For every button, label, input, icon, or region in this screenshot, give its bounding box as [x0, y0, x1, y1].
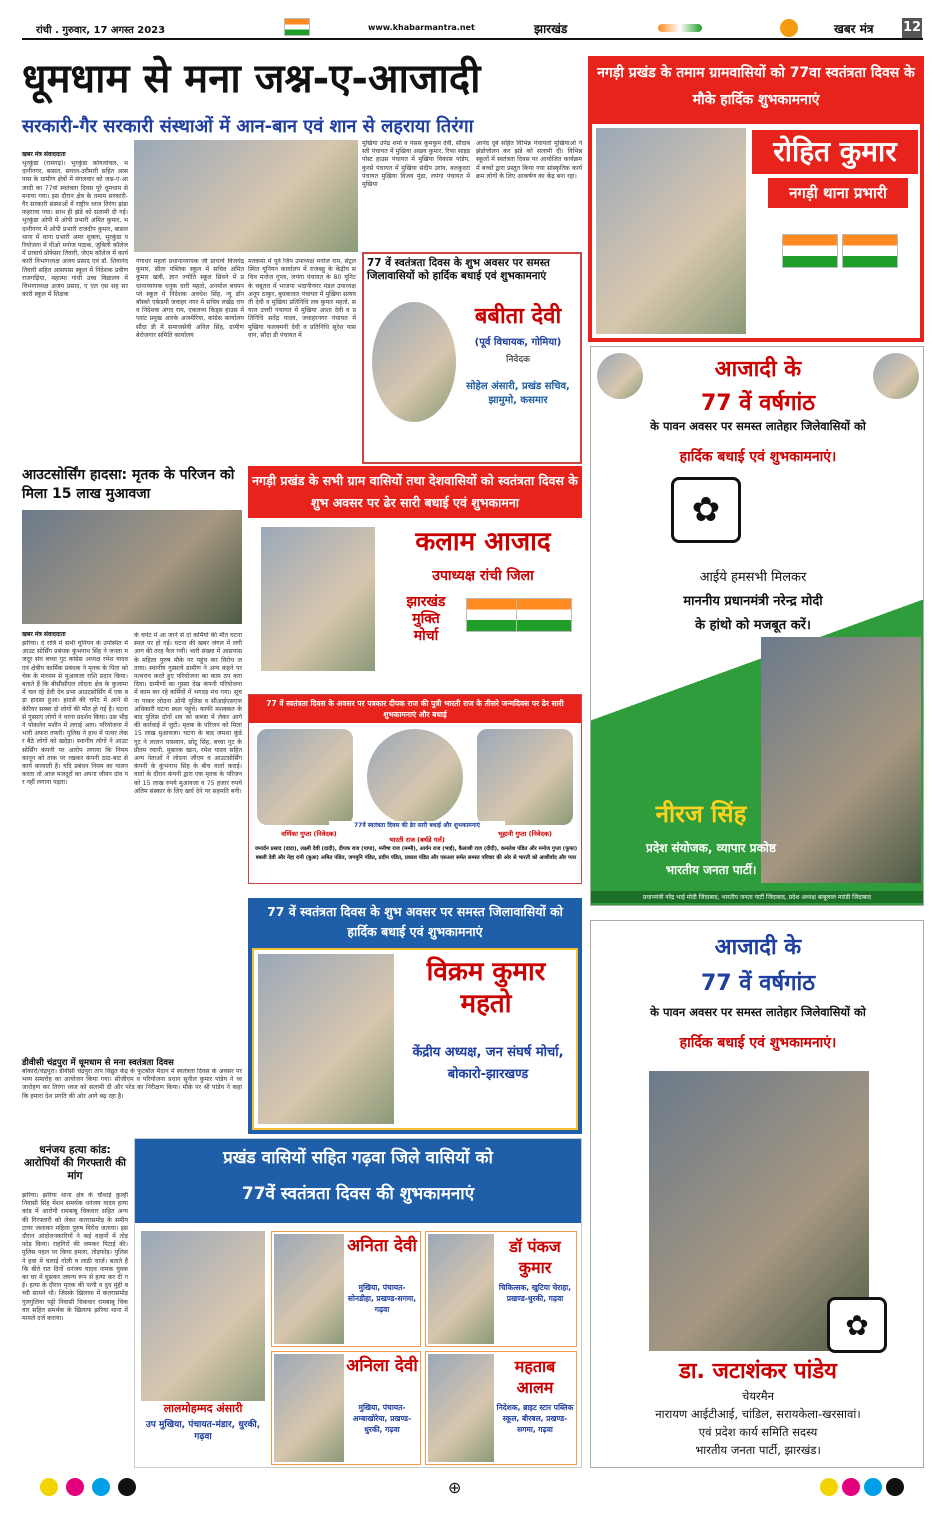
ad-garhwa-anila-photo	[274, 1354, 344, 1462]
ad-garhwa-lal-name: लालमोहम्मद अंसारी	[141, 1401, 265, 1416]
ad-garhwa-pankaj-name: डॉ पंकज कुमार	[509, 1237, 561, 1277]
story2-byline: खबर मंत्र संवाददाता	[22, 631, 66, 638]
ad-jata	[590, 920, 924, 1468]
registration-dot-icon	[842, 1478, 860, 1496]
ad-jata-p2: नारायण आईटीआई, चांडिल, सरायकेला-खरसावां।	[655, 1407, 861, 1421]
header-section: झारखंड	[534, 22, 568, 36]
ad-neeraj-lotus-icon: ✿	[671, 477, 741, 543]
ad-garhwa-card-mahtab	[425, 1351, 577, 1465]
main-byline: खबर मंत्र संवाददाता	[22, 151, 66, 158]
ad-garhwa-anita-post: मुखिया, पंचायत-सोनडीहा, प्रखण्ड-सगमा, गढ़वा	[347, 1283, 417, 1314]
ad-vikram	[248, 898, 582, 1134]
ad-kalam-flag-icon	[466, 598, 522, 632]
ad-babita-role: निवेदक	[505, 355, 531, 365]
story2-col-1: झरिया। दे रात्रि में सभी यूनियन के उपस्थित में आउट सोर्सिंग प्रबंधक कुंभनाथ सिंह ने जनता मजदूर संघ बच्चा गुट कांग्रेस अध्यक्ष रमेश यादव एवं क्षेत्रीय कार्मिक प्रबंधक ने मृतक के पिता को चेक के माध्यम से मुआवजा राशि प्रदान किया। बताते हैं कि बीसीसीएल लोदना क्षेत्र के कुजामा में चल रहे देवी देव प्रभा आउटसोर्सिंग में एक बड़ा हादसा हुआ। हादसे की चपेट में आने से केरियर सब्बर दो लोगों की मौत हो गई है। घटना से गुस्साए लोगों ने धरना प्रदर्शन किया। उस भीड़ ने पोकलेन मशीन में लगाई आग। परियोजना में भारी अफरा तफरी। पुलिस ने हाथ में पत्थर लेकर बैठे लोगों को खदेड़ा। स्थानीय लोगों ने आउटसोर्सिंग कंपनी पर आरोप लगाया कि नियम कानून को ताक पर रखकर कंपनी ठाठ-बाट से कार्य करवाती है। यदि प्रबंधन नियम का पालन करता तो आज मजदूरों का अपना जीवन दांव पर नहीं लगाना पड़ता।	[22, 640, 128, 787]
ad-kids-top: 77 वें स्वतंत्रता दिवस के अवसर पर पत्रकार दीपक राज की पुत्री भारती राज के तीसरे जन्मदिवस पर ढेर सारी शुभकामनाएं और बधाई	[249, 695, 581, 723]
ad-kids-foot: जनार्दन प्रसाद (दादा), लक्ष्मी देवी (दादी), दीपक राज (पापा), मनीषा राज (मम्मी), आर्यन राज (भाई), कैलाशी राज (दीदी), कमलेश पंडित और मनोज गुप्ता (फूफा) बबली देवी और नेहा रानी (बुआ) अमित पंडित, जगमुनि पंडित, प्रदीप पंडित, प्रकाश पंडित और एसआर समेत समस्त परिवार की ओर से भारती को आशीर्वाद और प्यार	[254, 846, 578, 861]
header-logo-icon	[780, 19, 798, 37]
ad-garhwa	[134, 1138, 582, 1468]
ad-garhwa-card-pankaj	[425, 1231, 577, 1347]
ad-rohit-flag-icon-2	[842, 234, 898, 268]
ad-neeraj-shah-photo	[873, 353, 919, 399]
ad-garhwa-anila-post: मुखिया, पंचायत-अम्बाखोरेया, प्रखण्ड-धुरकी, गढ़वा	[352, 1403, 412, 1434]
main-col-2: गंगाधर महतो प्रधानाध्यापक जी प्राचार्य विजयेंद्र कुमार, सीता पब्लिक स्कूल में सचिव अमित कुमार खत्री, ज्ञान ज्योति स्कूल सिवने में प्रधानाध्यापक धनुक धारी महतो, अनमोल बचपन प्ले स्कूल में निदेशक अवधेश सिंह, न्यू डॉन बॉस्को एकेडमी जवाहर नगर में सचिव लखेंद्र राय व निदेशक अंगद राय, एकलव्य किड्स हाउस में प्लांट प्रमुख आरके अजमेरिया, कांग्रेस कार्यालय सौंदा डी में समाजसेवी अनिल सिंह, ग्रामीण बेरोजगार समिति कार्यालय	[136, 258, 244, 339]
story3-title: धनंजय हत्या कांड: आरोपियों की गिरफ्तारी की मांग	[23, 1144, 127, 1182]
ad-jata-p3: एवं प्रदेश कार्य समिति सदस्य	[698, 1425, 818, 1439]
ad-neeraj-foot: प्रधानमंत्री नरेंद्र भाई मोदी जिंदाबाद, भारतीय जनता पार्टी जिंदाबाद, प्रदेश अध्यक्ष बाबूलाल मरांडी जिंदाबाद	[591, 891, 923, 903]
ad-garhwa-card-anita	[271, 1231, 421, 1347]
ad-garhwa-card-anila	[271, 1351, 421, 1465]
ad-vikram-body	[252, 948, 578, 1130]
ad-garhwa-anita-photo	[274, 1234, 344, 1344]
main-col-3: मतकमा में पूर्व जिप उपाध्यक्ष मनोज राम, सेंट्रल स्थित यूनियन कार्यालय में राजबहु के केंद्रीय सचिव मनोज गुप्ता, लपंगा पंचायत के 80 यूनिट के चबूतरा में भाजपा भदानीनगर मंडल उपाध्यक्ष अनूप ठाकुर, बुधबाजार पंचायत में मुखिया सत्यवती देवी व मुखिया प्रतिनिधि लव कुमार महतो, सयाल उत्तरी पंचायत में मुखिया आशा देवी व प्रतिनिधि सतेंद्र यादव, जवाहरनगर पंचायत में मुखिया फलक्मनी देवी व प्रतिनिधि सुरेश पासवान, सौंदा डी पंचायत में	[248, 258, 356, 339]
ad-jata-lotus-icon: ✿	[827, 1297, 887, 1353]
ad-kalam-org: झारखंड मुक्ति मोर्चा	[406, 594, 446, 644]
registration-dot-icon	[66, 1478, 84, 1496]
ad-kids-caption-2: भारती राज (बर्थडे गर्ल)	[389, 836, 445, 844]
registration-dot-icon	[886, 1478, 904, 1496]
ad-kids-caption-3: भूहानी गुप्ता (निवेदक)	[498, 830, 552, 838]
ad-kids	[248, 694, 582, 884]
ad-rohit-flag-icon	[782, 234, 838, 268]
ad-kalam-flag-icon-2	[516, 598, 572, 632]
ad-jata-p4: भारतीय जनता पार्टी, झारखंड।	[695, 1443, 821, 1457]
registration-dot-icon	[40, 1478, 58, 1496]
story2-photo	[22, 510, 242, 624]
main-col-1: भुरकुंडा (रामगढ़)। भुरकुंडा कोयलांचल, भदानीनगर, बासल, सयाल-उरीमारी सहित आसपास के ग्रामीण क्षेत्रों में मंगलवार को जश्न-ए-आजादी का 77वां स्वतंत्रता दिवस पूरे धूमधाम से मनाया गया। इस दौरान क्षेत्र के तमाम सरकारी-गैर सरकारी संस्थाओं में राष्ट्रीय ध्वज तिरंगा झंडा फहराया गया। साथ ही झंडे को सलामी दी गई। भुरकुंडा ओपी में ओपी प्रभारी अमित कुमार, भदानीनगर में ओपी प्रभारी राजदीप कुमार, बासल थाना में थाना प्रभारी अमर शुक्ला, भुरकुंडा परियोजना में पीओ मनोज पाठक, जुबिली कॉलेज में प्राचार्य प्रोफेसर तिवारी, जेएम कॉलेज में कार्यकारी विभागध्यक्ष अजय प्रसाद एवं डॉ. शिवानंद तिवारी सहित आसपास स्कूल में निदेशक प्रवीण राजगढ़िया, महात्मा गांधी उच्च विद्यालय में विभागाध्यक्ष अजय प्रसाद, ए एल एस सह सरकारी स्कूल में शिक्षक	[22, 160, 128, 299]
ad-vikram-photo	[258, 954, 394, 1124]
header-site: www.khabarmantra.net	[368, 23, 475, 32]
ad-jata-p1: चेयरमैन	[742, 1389, 774, 1403]
ad-neeraj-modi-photo	[597, 353, 643, 399]
ad-neeraj-post1: प्रदेश संयोजक, व्यापार प्रकोष्ठ	[646, 841, 776, 855]
registration-dot-icon	[118, 1478, 136, 1496]
ad-garhwa-top-1: प्रखंड वासियों सहित गढ़वा जिले वासियों को	[223, 1148, 493, 1168]
footer-registration-marks	[40, 1478, 910, 1498]
ad-neeraj-call1: आईये हमसभी मिलकर	[699, 570, 807, 585]
ad-vikram-top: 77 वें स्वतंत्रता दिवस के शुभ अवसर पर समस्त जिलावासियों को हार्दिक बधाई एवं शुभकामनाएं	[267, 904, 563, 939]
ad-jata-wish: हार्दिक बधाई एवं शुभकामनाएं।	[679, 1035, 837, 1051]
ad-vikram-post: केंद्रीय अध्यक्ष, जन संघर्ष मोर्चा, बोकारो-झारखण्ड	[412, 1045, 564, 1082]
header-tricolor-bird-icon	[658, 24, 702, 32]
ad-rohit-name: रोहित कुमार	[752, 130, 918, 174]
registration-dot-icon	[92, 1478, 110, 1496]
ad-garhwa-pankaj-photo	[428, 1234, 494, 1344]
ad-garhwa-lal-photo	[141, 1231, 265, 1407]
header-flag-icon	[284, 18, 310, 36]
ad-kalam	[248, 466, 582, 692]
ad-kids-banner: 77वें स्वतंत्रता दिवस की ढेर सारी बधाई और शुभकामनाएं	[329, 821, 505, 829]
registration-dot-icon	[820, 1478, 838, 1496]
ad-rohit	[588, 56, 924, 342]
ad-garhwa-anita-name: अनिता देवी	[347, 1236, 417, 1256]
ad-jata-h1: आजादी के	[714, 935, 802, 960]
ad-rohit-body	[592, 124, 920, 338]
ad-garhwa-mahtab-name: महताब आलम	[514, 1357, 556, 1397]
ad-garhwa-pankaj-post: चिकित्सक, खुटिया चेराहा, प्रखण्ड-धुरकी, गढ़वा	[498, 1283, 572, 1303]
ad-kalam-post: उपाध्यक्ष रांची जिला	[432, 568, 534, 584]
main-col-4: मुखिया उपेंद्र शर्मा व पंसस कुमकुम देवी, सौंदाबस्ती पंचायत में मुखिया अखय कुमार, रिफा साइड पोस्ट हाउस पंचायत में मुखिया विकास पांडेय, कुरसे पंचायत में मुखिया संदीप उरांव, बलकुदरा पंचायत मुखिया विजय मुंडा, लपंगा पंचायत में मुखिया	[362, 140, 470, 189]
ad-neeraj-wish: हार्दिक बधाई एवं शुभकामनाएं।	[679, 449, 837, 465]
ad-rohit-photo	[596, 128, 746, 334]
ad-kids-caption-1: वर्णिका गुप्ता (निवेदक)	[281, 830, 337, 838]
main-headline: धूमधाम से मना जश्न-ए-आजादी	[22, 56, 481, 102]
story2-col-2: के चपेट में आ जाने से दो कर्मियों की मौत घटना स्थल पर हो गई। घटना की खबर जंगल में लगी आग की तरह फैल गयी। भारी संख्या में आसपास के महिला पुरुष मौके पर पहुंच कर विरोध जताया। स्थानीय गुस्साये ग्रामीण ने अन्य कहने पर पत्थराव करते हुए परियोजना का काम ठप करा दिया। ग्रामीणों का गुस्सा देख कंपनी परियोजना में काम कर रहे कर्मियों में भगदड़ मच गया। सूचना पाकर लोदना ओपी पुलिस व सीआईएसएफ अधिकारी घटना स्थल पहुंचे। काफी मशक्कत के बाद पुलिस दोनों शव को कब्जा में लेकर आगे की कार्रवाई में जुटी। मृतक के परिजन को मिला 15 लाख मुआवजा। घटना के बाद जमशा कुंडे गुट ने लालन पासवान, छोटू सिंह, बच्चा गुट के प्रीतम रवानी, मुबारक खान, रमेश यादव सहित अन्य नेताओं ने लोदना जीएम व आउटसोर्सिंग कंपनी के कुंभनाथ सिंह के बीच वार्ता कराई। वार्ता के दौरान कंपनी द्वारा एक मृतक के परिजन को 15 लाख रुपये मुआवजा व 75 हजार रुपये अंतिम संस्कार के लिए खर्च देने पर सहमति बनी।	[134, 632, 242, 795]
ad-babita-desc: (पूर्व विधायक, गोमिया)	[474, 337, 562, 348]
ad-garhwa-mahtab-post: निदेशक, ब्राइट स्टार पब्लिक स्कूल, बीरबल, प्रखण्ड-सगमा, गढ़वा	[496, 1403, 574, 1434]
ad-neeraj-call2: माननीय प्रधानमंत्री नरेन्द्र मोदी	[683, 594, 823, 609]
story2-title: आउटसोर्सिंग हादसा: मृतक के परिजन को मिला 15 लाख मुआवजा	[22, 467, 235, 502]
ad-rohit-top: नगड़ी प्रखंड के तमाम ग्रामवासियों को 77वा स्वतंत्रता दिवस के मौके हार्दिक शुभकामनाएं	[597, 65, 915, 108]
main-photo	[134, 140, 358, 252]
ad-neeraj-h2: 77 वें वर्षगांठ	[701, 391, 815, 416]
main-col-5: आनंद दुबे सहित विभिन्न पंचायतों मुखियाओं ने झंडोत्तोलन कर झंडे को सलामी दी। विभिन्न स्कूलों में स्वतंत्रता दिवस पर आयोजित कार्यक्रम में बच्चों द्वारा प्रस्तुत किया गया सांस्कृतिक कार्यक्रम लोगों के लिए आकर्षण का केंद्र बना रहा।	[476, 140, 582, 180]
ad-jata-line: के पावन अवसर पर समस्त लातेहार जिलेवासियों को	[650, 1005, 866, 1019]
ad-garhwa-lal-post: उप मुखिया, पंचायत-मंडार, धुरकी, गढ़वा	[145, 1420, 261, 1442]
main-subheadline: सरकारी-गैर सरकारी संस्थाओं में आन-बान एवं शान से लहराया तिरंगा	[22, 116, 474, 137]
ad-neeraj	[590, 346, 924, 906]
header-date: रांची . गुरुवार, 17 अगस्त 2023	[36, 25, 166, 36]
ad-garhwa-header	[135, 1139, 581, 1223]
ad-babita	[362, 252, 582, 464]
ad-babita-top: 77 वें स्वतंत्रता दिवस के शुभ अवसर पर समस्त जिलावासियों को हार्दिक बधाई एवं शुभकामनाएं	[367, 257, 550, 282]
header-brand: खबर मंत्र	[834, 22, 874, 36]
ad-babita-by: सोहेल अंसारी, प्रखंड सचिव, झामुमो, कसमार	[466, 381, 570, 406]
ad-babita-photo	[372, 302, 456, 422]
ad-kids-photo-2	[367, 729, 463, 825]
ad-neeraj-post2: भारतीय जनता पार्टी।	[665, 863, 757, 877]
ad-kalam-top: नगड़ी प्रखंड के सभी ग्राम वासियों तथा देशवासियों को स्वतंत्रता दिवस के शुभ अवसर पर ढेर सारी बधाई एवं शुभकामना	[248, 466, 582, 518]
ad-kalam-name: कलाम आजाद	[415, 527, 551, 557]
ad-neeraj-h1: आजादी के	[714, 357, 802, 382]
ad-garhwa-top-2: 77वें स्वतंत्रता दिवस की शुभकामनाएं	[241, 1184, 475, 1204]
page-header	[22, 18, 923, 40]
story3-text: झरिया। झरिया थाना क्षेत्र के चौथाई कुल्ही निवासी सिंह मेंशन समर्थक धनंजय यादव हत्या कांड में आरोपी रामबाबू चिकवार सहित अन्य की गिरफ्तारी को लेकर कतरासमोड़ के समीप टायर जलाकर महिला पुरुष विरोध जताया। इस दौरान आंदोलनकारियों ने कई वाहनों में तोड़ फोड़ किया। राहगिरों की जमकर पिटाई की। पुलिस पहल पर किया हमला, तोड़फोड़। पुलिस ने हवा में चलाई गोली व लाठी चार्ज। बताते हैं कि बीते रात दिनों धनंजय यादव नामक युवक का घर में घुसकर जघन्य रूप से हत्या कर दी गई। हत्या के दौरान मृतक की पत्नी व दुध मुंही बच्ची सामने थी। जिसके खिलाफ में कतरासमोड़ गुलगुलिया पट्टी निवासी चिकवार रामबाबू चिकवार सहित समर्थक के खिलाफ झरिया थाना में मामले दर्ज कराया।	[22, 1192, 128, 1323]
ad-rohit-post: नगड़ी थाना प्रभारी	[768, 178, 908, 208]
ad-garhwa-mahtab-photo	[428, 1354, 494, 1462]
ad-kids-photo-1	[257, 729, 353, 825]
ad-kalam-photo	[258, 524, 378, 674]
ad-kids-photo-3	[477, 729, 573, 825]
story2-d-text: बोकारो/चंद्रपुरा। डीवीसी चंद्रपुरा ताप विद्युत केंद्र के फुटबॉल मैदान में स्वतंत्रता दिवस के अवसर पर भव्य समारोह का आयोजन किया गया। सीजीएम व परियोजना प्रधान सुनील कुमार पांडेय ने ध्वजारोहण कर तिरंगा ध्वज को सलामी दी और परेड का निरीक्षण किया। मौके पर श्री पांडेय ने कहा कि हमारा देश प्रगति की ओर आगे बढ़ रहा है।	[22, 1068, 242, 1100]
ad-babita-name: बबीता देवी	[474, 304, 562, 329]
ad-neeraj-name: नीरज सिंह	[655, 800, 747, 828]
page-number: 12	[902, 18, 922, 38]
ad-garhwa-anila-name: अनिला देवी	[346, 1356, 418, 1376]
ad-jata-h2: 77 वें वर्षगांठ	[701, 971, 815, 996]
ad-neeraj-line: के पावन अवसर पर समस्त लातेहार जिलेवासियों को	[650, 419, 866, 433]
crosshair-icon: ⊕	[448, 1478, 462, 1497]
ad-vikram-name: विक्रम कुमार महतो	[426, 957, 546, 1019]
ad-neeraj-call3: के हांथो को मजबूत करें।	[695, 618, 811, 633]
story2-d-title: डीवीसी चंद्रपुरा में धूमधाम से मना स्वतंत्रता दिवस	[22, 1058, 174, 1068]
ad-jata-name: डा. जटाशंकर पांडेय	[679, 1359, 837, 1384]
registration-dot-icon	[864, 1478, 882, 1496]
